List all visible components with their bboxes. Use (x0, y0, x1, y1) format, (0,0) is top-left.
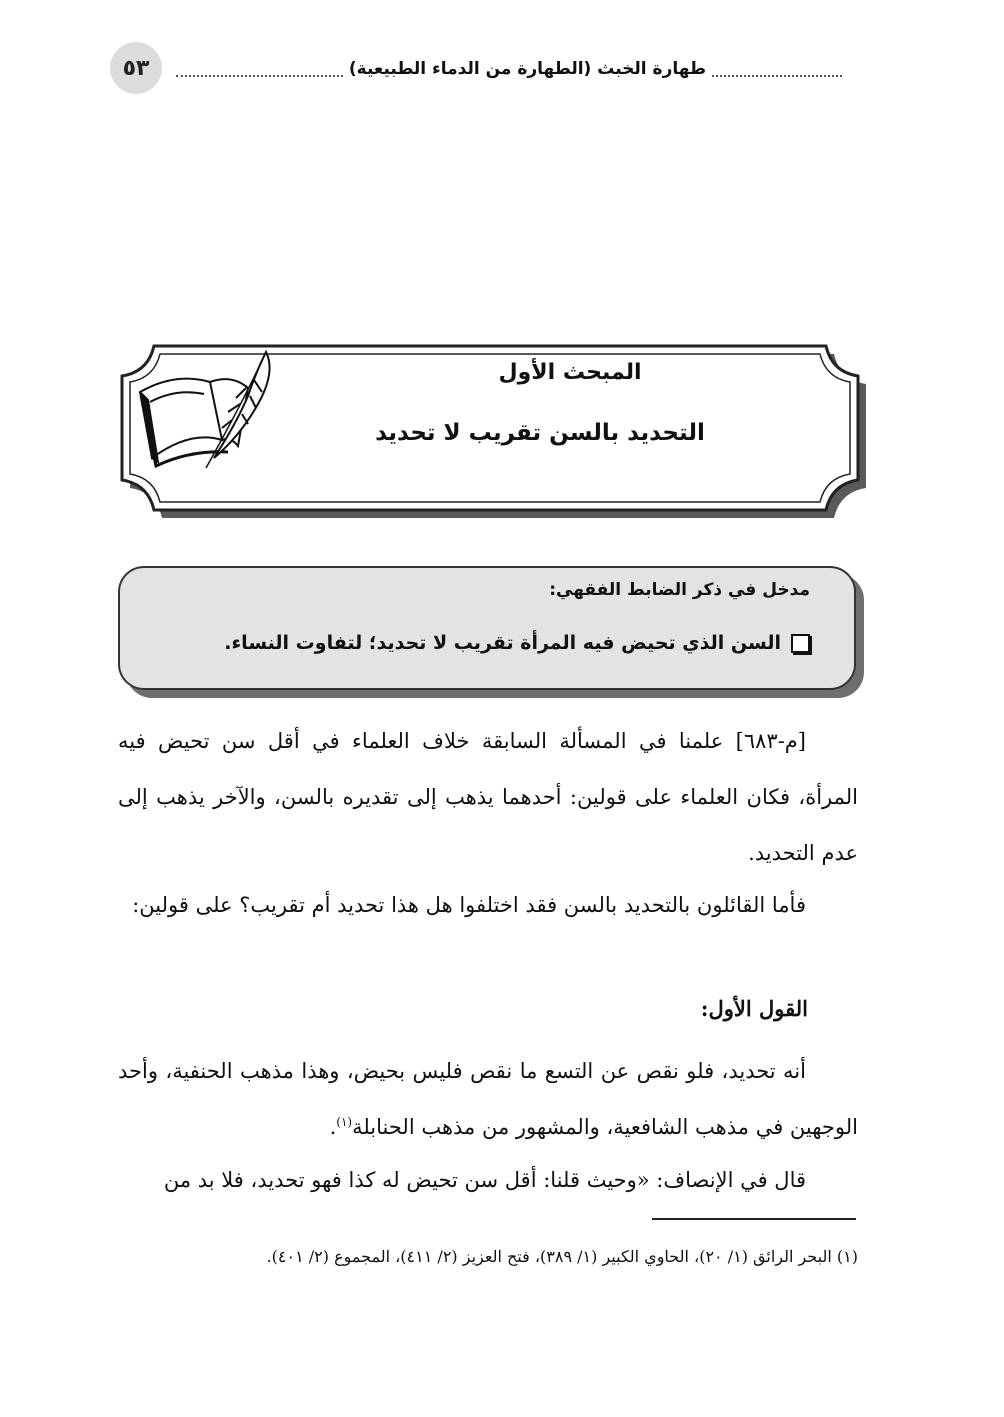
paragraph-3-end: . (329, 1115, 337, 1139)
checkbox-icon (791, 634, 810, 653)
intro-rule (150, 632, 810, 654)
paragraph-3-text: أنه تحديد، فلو نقص عن التسع ما نقص فليس بحيض، وهذا مذهب الحنفية، وأحد الوجهين في مذهب الشافعية، والمشهور من مذهب الحنابلة (118, 1059, 858, 1139)
paragraph-4: قال في الإنصاف: «وحيث قلنا: أقل سن تحيض له كذا فهو تحديد، فلا بد من (163, 1168, 806, 1192)
section-title: المبحث الأول (498, 360, 642, 385)
intro-heading: مدخل في ذكر الضابط الفقهي: (549, 580, 810, 600)
section-subtitle: التحديد بالسن تقريب لا تحديد (375, 420, 705, 446)
page-number-text: ٥٣ (122, 55, 150, 81)
intro-rule-text: السن الذي تحيض فيه المرأة تقريب لا تحديد؛ لتفاوت النساء. (224, 632, 781, 654)
footnote-ref-1[interactable]: (١) (336, 1115, 353, 1129)
section-banner-frame (0, 0, 1004, 540)
paragraph-1: [م-٦٨٣] علمنا في المسألة السابقة خلاف العلماء في أقل سن تحيض فيه المرأة، فكان العلماء على قولين: أحدهما يذهب إلى تقديره بالسن، والآخر يذهب إلى عدم التحديد. (118, 729, 858, 865)
running-title: طهارة الخبث (الطهارة من الدماء الطبيعية) (348, 59, 706, 79)
footnote-1: (١) البحر الرائق (١/ ٢٠)، الحاوي الكبير (١/ ٣٨٩)، فتح العزيز (٢/ ٤١١)، المجموع (٢/ ٤٠١). (266, 1247, 858, 1266)
heading-first-opinion: القول الأول: (700, 996, 808, 1021)
paragraph-2: فأما القائلون بالتحديد بالسن فقد اختلفوا هل هذا تحديد أم تقريب؟ على قولين: (132, 893, 806, 917)
footnote-separator (652, 1218, 856, 1220)
paragraph-3 (118, 1043, 858, 1155)
